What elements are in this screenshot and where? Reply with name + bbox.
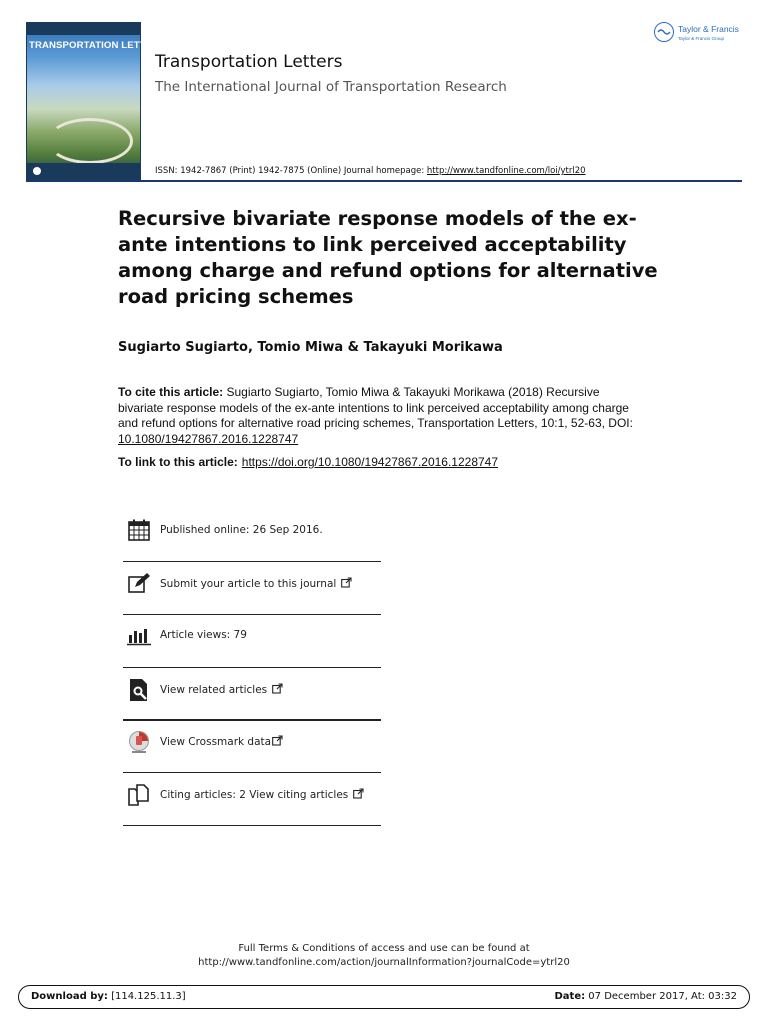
- external-link-icon: [353, 788, 364, 802]
- citing-row: [160, 788, 364, 802]
- terms-link[interactable]: http://www.tandfonline.com/action/journalInformation?journalCode=ytrl20: [198, 957, 570, 968]
- header-rule: [26, 180, 742, 182]
- cover-title: TRANSPORTATION LETTERS: [29, 40, 166, 51]
- download-date: [555, 991, 738, 1002]
- crossmark-text: View Crossmark data: [160, 735, 272, 748]
- crossmark-link[interactable]: [123, 716, 381, 767]
- citing-docs-icon: [127, 783, 151, 807]
- related-articles-link[interactable]: [123, 664, 381, 715]
- citation-block: [118, 385, 648, 447]
- cite-doi-link[interactable]: 10.1080/19427867.2016.1228747: [118, 431, 299, 446]
- related-row: [160, 683, 283, 697]
- cover-publisher-logo: [33, 167, 41, 175]
- crossmark-icon: [127, 730, 151, 754]
- published-online-item: [123, 504, 381, 555]
- download-label: Download by:: [31, 991, 108, 1002]
- submit-article-link[interactable]: [123, 558, 381, 609]
- cite-label: To cite this article:: [118, 385, 224, 399]
- external-link-icon: [272, 735, 283, 749]
- journal-subtitle: The International Journal of Transportation Research: [155, 79, 507, 95]
- submit-text: Submit your article to this journal: [160, 577, 337, 590]
- article-doi-link[interactable]: https://doi.org/10.1080/19427867.2016.1228747: [241, 455, 499, 469]
- article-authors: Sugiarto Sugiarto, Tomio Miwa & Takayuki Morikawa: [118, 340, 503, 355]
- submit-row: [160, 577, 352, 591]
- journal-homepage-link[interactable]: http://www.tandfonline.com/loi/ytrl20: [426, 166, 586, 176]
- terms-line-1: Full Terms & Conditions of access and use can be found at: [238, 943, 530, 954]
- issn-line: [155, 166, 586, 176]
- divider: [123, 825, 381, 826]
- link-label: To link to this article:: [118, 455, 238, 469]
- crossmark-row: [160, 735, 283, 749]
- terms-notice: [0, 942, 768, 970]
- cover-road-graphic: [47, 118, 133, 164]
- document-search-icon: [127, 678, 151, 702]
- calendar-icon: [127, 518, 151, 542]
- tf-wave-icon: [654, 22, 674, 42]
- related-text: View related articles: [160, 683, 268, 696]
- journal-cover-image: [26, 22, 166, 180]
- article-views-item: [123, 609, 381, 660]
- published-online-text: Published online: 26 Sep 2016.: [160, 523, 323, 536]
- issn-text: ISSN: 1942-7867 (Print) 1942-7875 (Online) Journal homepage:: [155, 166, 427, 176]
- download-by: [31, 991, 186, 1002]
- citing-text: Citing articles: 2 View citing articles: [160, 788, 349, 801]
- bar-chart-icon: [127, 623, 151, 647]
- article-link-row: [118, 455, 498, 469]
- download-info-bar: [18, 985, 750, 1009]
- date-label: Date:: [554, 991, 586, 1002]
- external-link-icon: [341, 577, 352, 591]
- publisher-name: Taylor & Francis: [678, 24, 739, 34]
- publisher-group: Taylor & Francis Group: [678, 36, 725, 41]
- article-title: Recursive bivariate response models of the ex-ante intentions to link perceived acceptability among charge and refund options for alternative road pricing schemes: [118, 207, 658, 308]
- cover-bottom-bar: [27, 163, 140, 179]
- journal-title: Transportation Letters: [155, 52, 343, 72]
- external-link-icon: [272, 683, 283, 697]
- edit-icon: [127, 572, 151, 596]
- citing-articles-link[interactable]: [123, 769, 381, 820]
- cover-top-bar: [27, 23, 140, 35]
- cite-text: Sugiarto Sugiarto, Tomio Miwa & Takayuki Morikawa (2018) Recursive bivariate response models of the ex-ante intentions to link perceived acceptability among charge and refund options for alternative road pricing schemes, Transportation Letters, 10:1, 52-63, DOI:: [118, 385, 633, 430]
- date-value: 07 December 2017, At: 03:32: [585, 991, 737, 1002]
- download-value: [114.125.11.3]: [107, 991, 186, 1002]
- article-views-text: Article views: 79: [160, 628, 247, 641]
